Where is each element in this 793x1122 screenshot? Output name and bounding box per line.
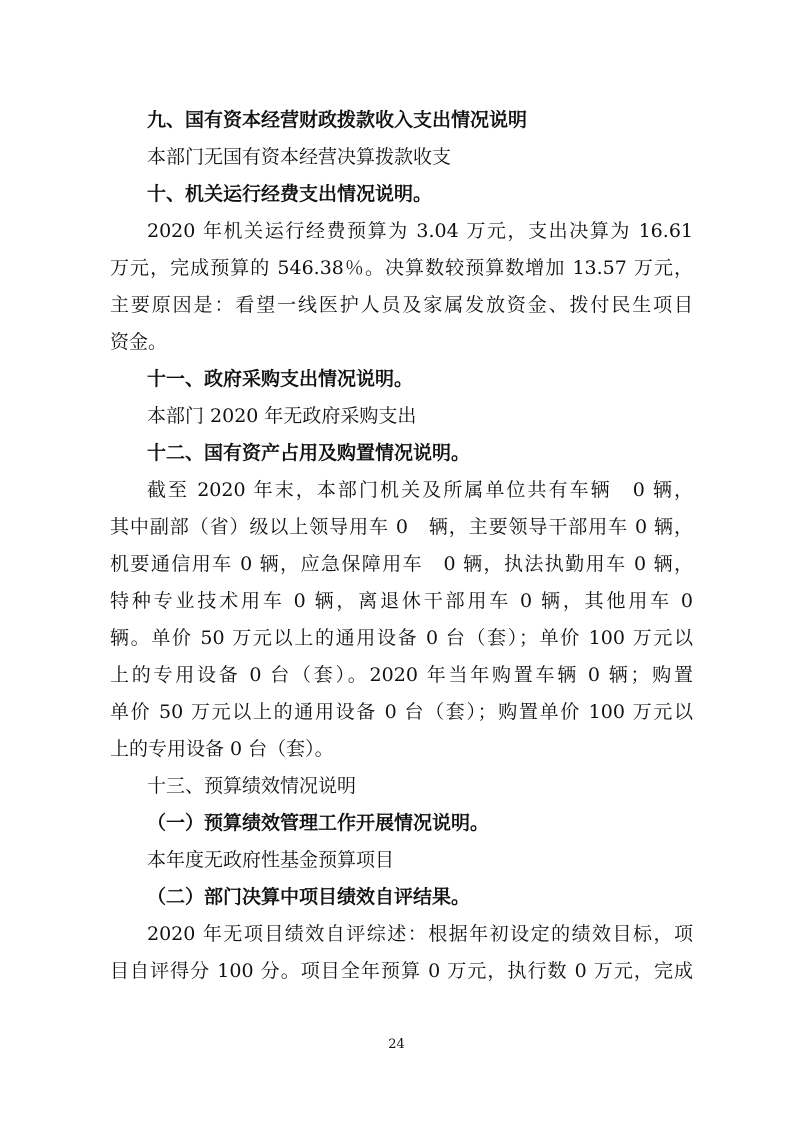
section-9-body: 本部门无国有资本经营决算拨款收支: [147, 146, 452, 168]
section-13-heading: 十三、预算绩效情况说明: [147, 775, 357, 797]
section-10-para-line-3: 主要原因是：看望一线医护人员及家属发放资金、拨付民生项目: [110, 294, 693, 316]
section-11-body: 本部门 2020 年无政府采购支出: [147, 405, 417, 427]
section-12-para-line-4: 特种专业技术用车 0 辆，离退休干部用车 0 辆，其他用车 0: [110, 590, 693, 612]
subsection-2-para-line-2: 目自评得分 100 分。项目全年预算 0 万元，执行数 0 万元，完成: [110, 960, 693, 982]
subsection-2-para-line-1: 2020 年无项目绩效自评综述：根据年初设定的绩效目标，项: [147, 923, 693, 945]
subsection-1-heading: （一）预算绩效管理工作开展情况说明。: [147, 812, 490, 834]
subsection-2-heading: （二）部门决算中项目绩效自评结果。: [147, 886, 471, 908]
section-12-para-line-2: 其中副部（省）级以上领导用车 0 辆，主要领导干部用车 0 辆，: [110, 516, 693, 538]
section-12-para-line-7: 单价 50 万元以上的通用设备 0 台（套）；购置单价 100 万元以: [110, 701, 693, 723]
section-12-para-line-1: 截至 2020 年末，本部门机关及所属单位共有车辆 0 辆，: [147, 479, 693, 501]
section-12-para-line-5: 辆。单价 50 万元以上的通用设备 0 台（套）；单价 100 万元以: [110, 627, 693, 649]
section-12-heading: 十二、国有资产占用及购置情况说明。: [147, 442, 471, 464]
section-10-para-line-4: 资金。: [110, 331, 168, 353]
subsection-1-body: 本年度无政府性基金预算项目: [147, 849, 395, 871]
section-12-para-line-8: 上的专用设备 0 台（套）。: [110, 738, 334, 760]
section-9-heading: 九、国有资本经营财政拨款收入支出情况说明: [147, 109, 528, 131]
section-12-para-line-3: 机要通信用车 0 辆，应急保障用车 0 辆，执法执勤用车 0 辆，: [110, 553, 693, 575]
section-12-para-line-6: 上的专用设备 0 台（套）。2020 年当年购置车辆 0 辆；购置: [110, 664, 693, 686]
section-11-heading: 十一、政府采购支出情况说明。: [147, 368, 414, 390]
section-10-heading: 十、机关运行经费支出情况说明。: [147, 183, 433, 205]
section-10-para-line-1: 2020 年机关运行经费预算为 3.04 万元，支出决算为 16.61: [147, 220, 693, 242]
section-10-para-line-2: 万元，完成预算的 546.38％。决算数较预算数增加 13.57 万元，: [110, 257, 693, 279]
page-number: 24: [388, 1037, 405, 1052]
